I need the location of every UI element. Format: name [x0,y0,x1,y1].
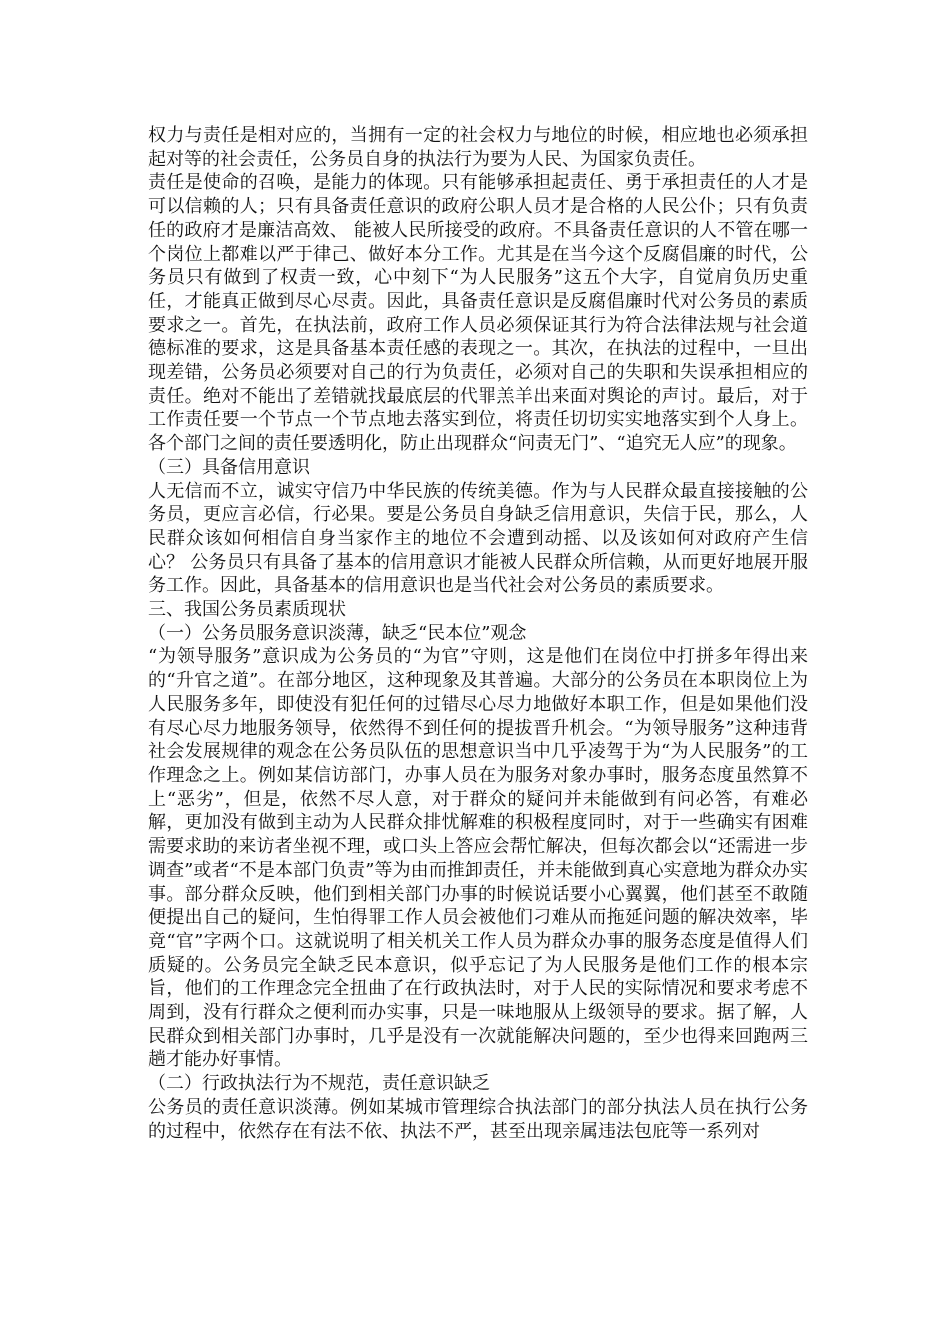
section-heading-service-awareness: （一）公务员服务意识淡薄，缺乏“民本位”观念 [148,622,527,644]
paragraph-service-awareness: “为领导服务”意识成为公务员的“为官”守则，这是他们在岗位中打拼多年得出来的“升官之道”。在部分地区，这种现象及其普遍。大部分的公务员在本职岗位上为人民服务多年，即使没有犯任何的过错尽心尽力地做好本职工作，但是如果他们没有尽心尽力地服务领导，依然得不到任何的提拔晋升机会。“为领导服务”这种违背社会发展规律的观念在公务员队伍的思想意识当中几乎凌驾于为“为人民服务”的工作理念之上。例如某信访部门，办事人员在为服务对象办事时，服务态度虽然算不上“恶劣”，但是，依然不尽人意，对于群众的疑问并未能做到有问必答，有难必解，更加没有做到主动为人民群众排忧解难的积极程度同时，对于一些确实有困难需要求助的来访者坐视不理，或口头上答应会帮忙解决，但每次都会以“还需进一步调查”或者“不是本部门负责”等为由而推卸责任，并未能做到真心实意地为群众办实事。部分群众反映，他们到相关部门办事的时候说话要小心翼翼，他们甚至不敢随便提出自己的疑问，生怕得罪工作人员会被他们刁难从而拖延问题的解决效率，毕竟“官”字两个口。这就说明了相关机关工作人员为群众办事的服务态度是值得人们质疑的。公务员完全缺乏民本意识，似乎忘记了为人民服务是他们工作的根本宗旨，他们的工作理念完全扭曲了在行政执法时，对于人民的实际情况和要求考虑不周到，没有行群众之便利而办实事，只是一味地服从上级领导的要求。据了解，人民群众到相关部门办事时，几乎是没有一次就能解决问题的，至少也得来回跑两三趟才能办好事情。 [148,646,808,1071]
paragraph-credit-awareness: 人无信而不立，诚实守信乃中华民族的传统美德。作为与人民群众最直接接触的公务员，更应言必信，行必果。要是公务员自身缺乏信用意识，失信于民，那么，人民群众该如何相信自身当家作主的地位不会遭到动摇、以及该如何对政府产生信心？ 公务员只有具备了基本的信用意识才能被人民群众所信赖，从而更好地展开服务工作。因此，具备基本的信用意识也是当代社会对公务员的素质要求。 [148,480,808,597]
section-heading-credit-awareness: （三）具备信用意识 [148,456,310,478]
section-heading-current-status: 三、我国公务员素质现状 [148,599,346,621]
paragraph-power-responsibility: 权力与责任是相对应的，当拥有一定的社会权力与地位的时候，相应地也必须承担起对等的社会责任，公务员自身的执法行为要为人民、为国家负责任。 [148,125,808,170]
paragraph-responsibility-mission: 责任是使命的召唤，是能力的体现。只有能够承担起责任、勇于承担责任的人才是可以信赖的人；只有具备责任意识的政府公职人员才是合格的人民公仆；只有负责任的政府才是廉洁高效、 能被人民所接受的政府。不具备责任意识的人不管在哪一个岗位上都难以严于律己、做好本分工作。尤其是在当今这个反腐倡廉的时代，公务员只有做到了权责一致，心中刻下“为人民服务”这五个大字，自觉肩负历史重任，才能真正做到尽心尽责。因此，具备责任意识是反腐倡廉时代对公务员的素质要求之一。首先，在执法前，政府工作人员必须保证其行为符合法律法规与社会道德标准的要求，这是具备基本责任感的表现之一。其次，在执法的过程中，一旦出现差错，公务员必须要对自己的行为负责任，必须对自己的失职和失误承担相应的责任。绝对不能出了差错就找最底层的代罪羔羊出来面对舆论的声讨。最后，对于工作责任要一个节点一个节点地去落实到位，将责任切切实实地落实到个人身上。各个部门之间的责任要透明化，防止出现群众“问责无门”、“追究无人应”的现象。 [148,172,808,455]
section-heading-law-enforcement: （二）行政执法行为不规范，责任意识缺乏 [148,1073,490,1095]
paragraph-law-enforcement: 公务员的责任意识淡薄。例如某城市管理综合执法部门的部分执法人员在执行公务的过程中，依然存在有法不依、执法不严，甚至出现亲属违法包庇等一系列对 [148,1096,808,1142]
document-body [148,124,808,1143]
